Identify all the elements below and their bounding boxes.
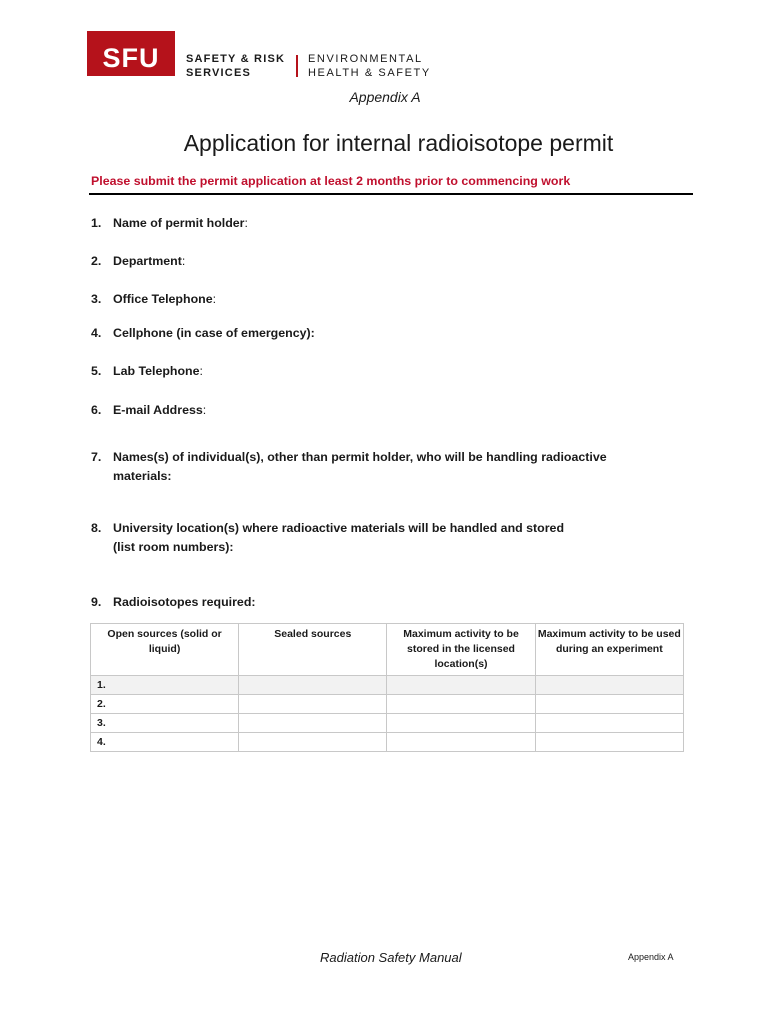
footer-manual-title: Radiation Safety Manual bbox=[320, 950, 462, 965]
page-title: Application for internal radioisotope permit bbox=[183, 130, 614, 156]
header-sealed-sources: Sealed sources bbox=[239, 624, 387, 676]
header-open-sources: Open sources (solid or liquid) bbox=[91, 624, 239, 676]
header-max-activity-experiment: Maximum activity to be used during an experiment bbox=[535, 624, 683, 676]
question-name-of-permit-holder: 1. Name of permit holder: bbox=[91, 216, 248, 230]
logo-department: SAFETY & RISK SERVICES bbox=[186, 53, 286, 79]
sfu-logo bbox=[87, 31, 175, 76]
table-header-row bbox=[91, 624, 684, 676]
question-individuals-handling: 7. Names(s) of individual(s), other than permit holder, who will be handling radioactive materials: bbox=[91, 450, 607, 483]
logo-mark: SFU bbox=[102, 43, 160, 73]
submission-notice: Please submit the permit application at least 2 months prior to commencing work bbox=[91, 174, 571, 188]
logo-divider bbox=[296, 55, 298, 77]
question-email-address: 6. E-mail Address: bbox=[91, 403, 207, 417]
radioisotope-table bbox=[90, 623, 684, 752]
question-department: 2. Department: bbox=[91, 254, 186, 268]
divider bbox=[89, 193, 693, 195]
question-cellphone: 4. Cellphone (in case of emergency): bbox=[91, 326, 315, 340]
table-row: 3. bbox=[91, 714, 684, 733]
table-row: 1. bbox=[91, 676, 684, 695]
table-row: 2. bbox=[91, 695, 684, 714]
table-row: 4. bbox=[91, 733, 684, 752]
logo-unit: ENVIRONMENTAL HEALTH & SAFETY bbox=[308, 53, 431, 79]
question-university-locations: 8. University location(s) where radioactive materials will be handled and stored (list room numbers): bbox=[91, 521, 565, 554]
question-office-telephone: 3. Office Telephone: bbox=[91, 292, 217, 306]
question-radioisotopes-required: 9. Radioisotopes required: bbox=[91, 595, 256, 609]
header-max-activity-stored: Maximum activity to be stored in the licensed location(s) bbox=[387, 624, 535, 676]
question-lab-telephone: 5. Lab Telephone: bbox=[91, 364, 203, 378]
footer-appendix: Appendix A bbox=[628, 952, 674, 962]
appendix-label: Appendix A bbox=[349, 89, 421, 105]
